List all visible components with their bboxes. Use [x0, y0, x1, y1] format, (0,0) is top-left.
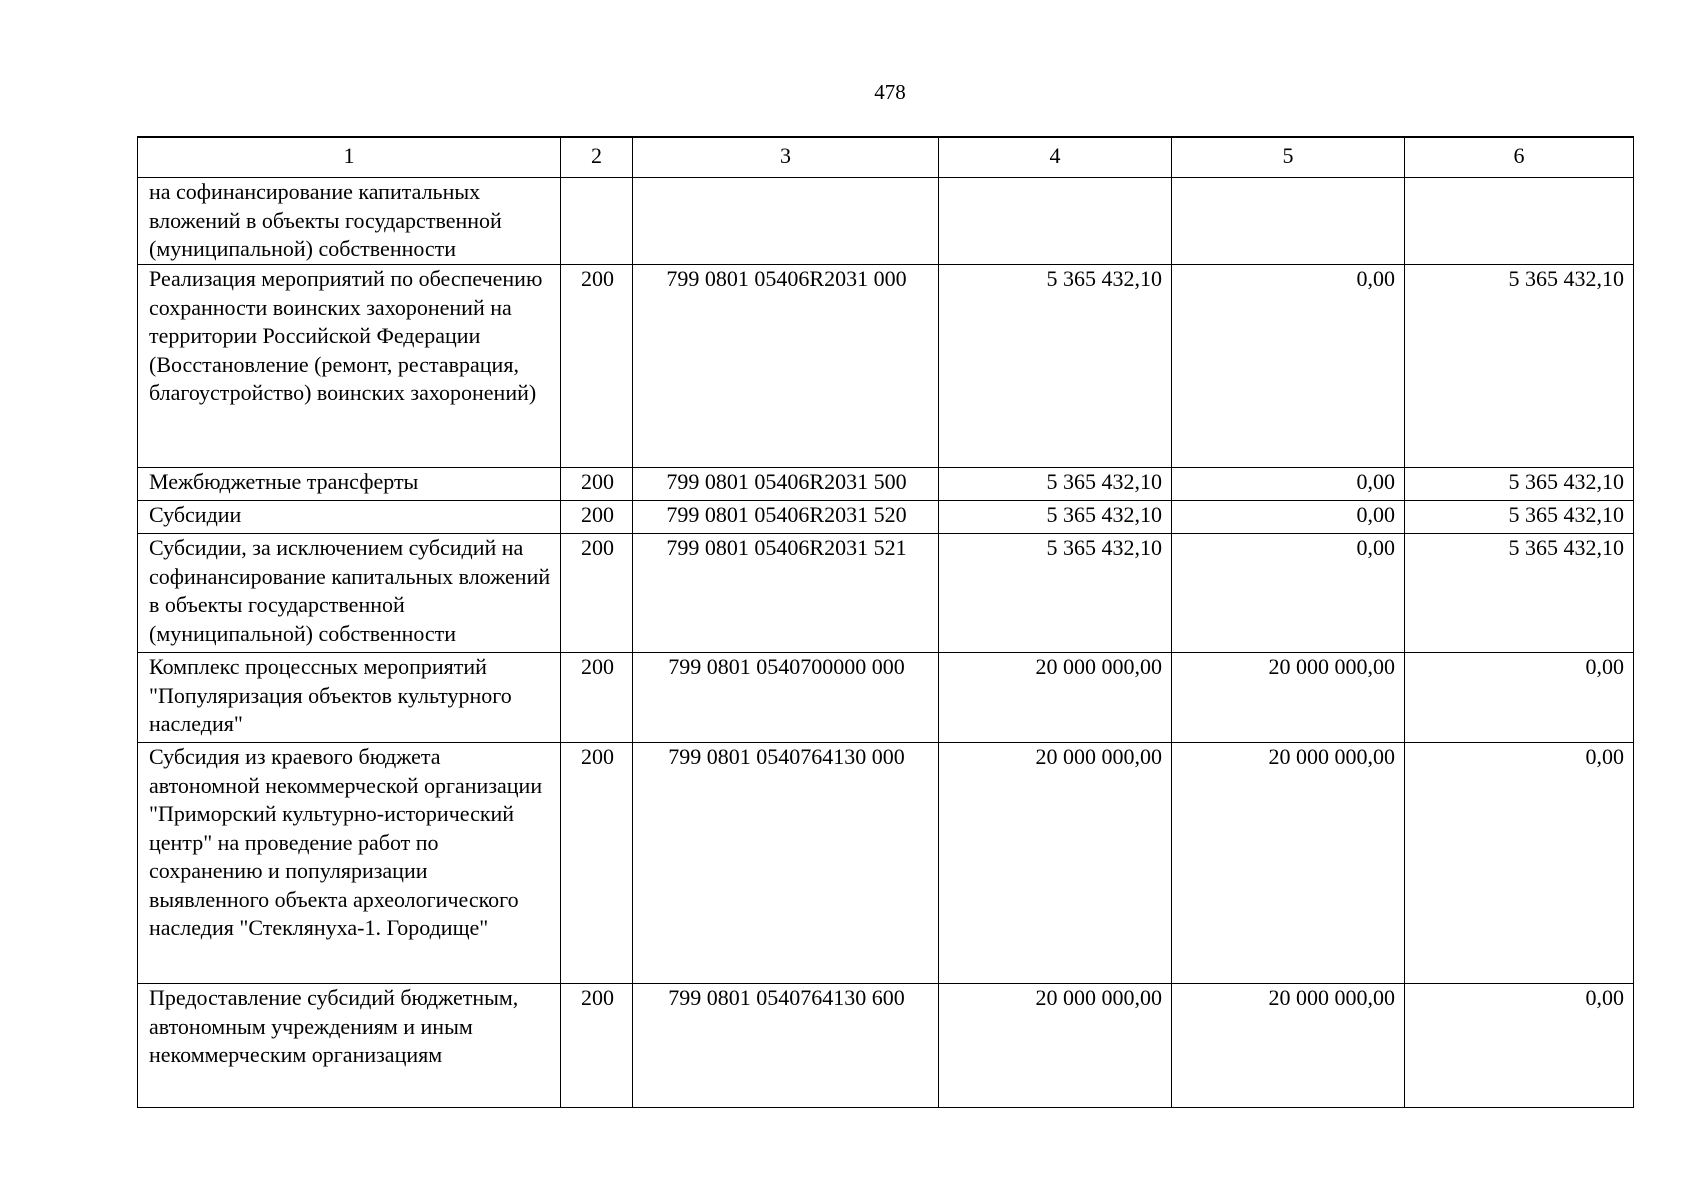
table-row	[138, 501, 1634, 534]
row-code-cell: 799 0801 05406R2031 521	[633, 534, 939, 653]
row-col5-cell: 0,00	[1172, 265, 1405, 468]
row-name-cell: на софинансирование капитальных вложений в объекты государственной (муниципальной) собственности	[138, 178, 561, 265]
row-code-cell: 799 0801 05406R2031 000	[633, 265, 939, 468]
row-gr-cell: 200	[561, 743, 633, 984]
table-row	[138, 743, 1634, 984]
row-col4-cell: 20 000 000,00	[939, 653, 1172, 743]
row-code-cell: 799 0801 0540764130 600	[633, 984, 939, 1108]
column-header-4: 4	[939, 137, 1172, 178]
row-col5-cell: 20 000 000,00	[1172, 743, 1405, 984]
row-col4-cell: 20 000 000,00	[939, 743, 1172, 984]
row-col6-cell: 5 365 432,10	[1405, 468, 1634, 501]
row-col5-cell: 0,00	[1172, 468, 1405, 501]
row-code-cell: 799 0801 05406R2031 520	[633, 501, 939, 534]
row-col5-cell: 20 000 000,00	[1172, 653, 1405, 743]
row-col4-cell: 5 365 432,10	[939, 468, 1172, 501]
row-name-cell: Субсидии	[138, 501, 561, 534]
row-col6-cell: 5 365 432,10	[1405, 501, 1634, 534]
budget-table	[137, 136, 1634, 1108]
row-name-cell: Комплекс процессных мероприятий "Популяризация объектов культурного наследия"	[138, 653, 561, 743]
row-gr-cell: 200	[561, 534, 633, 653]
page-number: 478	[874, 80, 906, 104]
row-name-cell: Субсидия из краевого бюджета автономной некоммерческой организации "Приморский культурно-исторический центр" на проведение работ по сохранению и популяризации выявленного объекта археологического наследия "Стеклянуха-1. Городище"	[138, 743, 561, 984]
row-col4-cell: 20 000 000,00	[939, 984, 1172, 1108]
row-name-cell: Предоставление субсидий бюджетным, автономным учреждениям и иным некоммерческим организациям	[138, 984, 561, 1108]
column-header-1: 1	[138, 137, 561, 178]
column-header-3: 3	[633, 137, 939, 178]
row-gr-cell: 200	[561, 653, 633, 743]
row-col4-cell: 5 365 432,10	[939, 501, 1172, 534]
row-code-cell	[633, 178, 939, 265]
row-col6-cell: 0,00	[1405, 653, 1634, 743]
row-col5-cell	[1172, 178, 1405, 265]
row-gr-cell: 200	[561, 984, 633, 1108]
row-col6-cell: 0,00	[1405, 984, 1634, 1108]
column-header-6: 6	[1405, 137, 1634, 178]
row-col4-cell: 5 365 432,10	[939, 534, 1172, 653]
row-code-cell: 799 0801 0540700000 000	[633, 653, 939, 743]
row-name-cell: Субсидии, за исключением субсидий на софинансирование капитальных вложений в объекты государственной (муниципальной) собственности	[138, 534, 561, 653]
row-gr-cell	[561, 178, 633, 265]
table-row	[138, 178, 1634, 265]
row-col4-cell	[939, 178, 1172, 265]
column-header-5: 5	[1172, 137, 1405, 178]
row-col5-cell: 20 000 000,00	[1172, 984, 1405, 1108]
row-gr-cell: 200	[561, 265, 633, 468]
row-code-cell: 799 0801 0540764130 000	[633, 743, 939, 984]
header-row	[138, 137, 1634, 178]
row-col6-cell: 0,00	[1405, 743, 1634, 984]
row-col6-cell	[1405, 178, 1634, 265]
row-col6-cell: 5 365 432,10	[1405, 265, 1634, 468]
table-row	[138, 468, 1634, 501]
row-gr-cell: 200	[561, 468, 633, 501]
column-header-2: 2	[561, 137, 633, 178]
row-col5-cell: 0,00	[1172, 534, 1405, 653]
table-row	[138, 534, 1634, 653]
row-gr-cell: 200	[561, 501, 633, 534]
row-name-cell: Межбюджетные трансферты	[138, 468, 561, 501]
row-col5-cell: 0,00	[1172, 501, 1405, 534]
row-col4-cell: 5 365 432,10	[939, 265, 1172, 468]
table-row	[138, 265, 1634, 468]
table-row	[138, 653, 1634, 743]
row-col6-cell: 5 365 432,10	[1405, 534, 1634, 653]
row-code-cell: 799 0801 05406R2031 500	[633, 468, 939, 501]
row-name-cell: Реализация мероприятий по обеспечению сохранности воинских захоронений на территории Российской Федерации (Восстановление (ремонт, реставрация, благоустройство) воинских захоронений)	[138, 265, 561, 468]
table-row	[138, 984, 1634, 1108]
